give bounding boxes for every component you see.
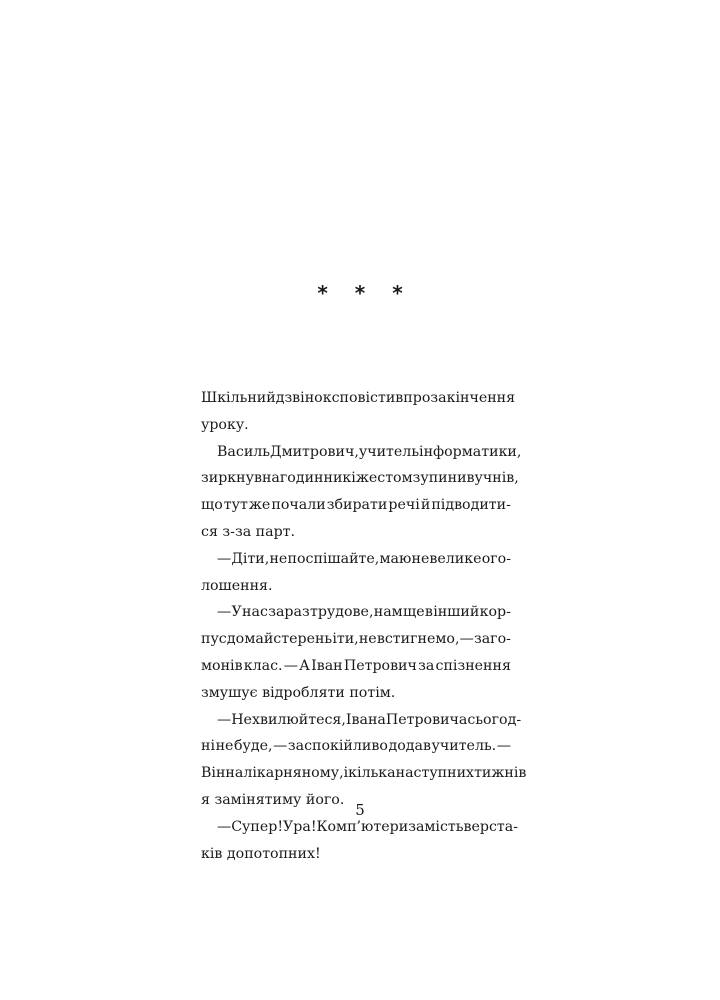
word: Василь bbox=[217, 443, 271, 460]
word: тут bbox=[223, 497, 248, 514]
word: дзвінок bbox=[275, 390, 332, 406]
text-line bbox=[201, 653, 511, 680]
word: Комп’ютери bbox=[316, 818, 409, 835]
word: на bbox=[261, 470, 280, 487]
text-line bbox=[201, 573, 511, 600]
word: Не bbox=[231, 711, 252, 728]
word: потім. bbox=[349, 684, 396, 701]
word: встигнемо, bbox=[376, 631, 460, 648]
word: кор- bbox=[479, 604, 511, 621]
word: ого- bbox=[481, 550, 511, 567]
page-number: 5 bbox=[355, 801, 365, 819]
word: спізнення bbox=[435, 657, 511, 674]
word: заспокійливо bbox=[287, 738, 388, 755]
word: змушує bbox=[201, 684, 258, 701]
word: пус bbox=[201, 631, 227, 648]
word: — bbox=[217, 550, 232, 567]
word: зараз bbox=[268, 604, 310, 621]
word: Дмитрович, bbox=[270, 443, 359, 460]
word: клас. bbox=[243, 657, 283, 674]
word: і bbox=[343, 765, 349, 782]
word: інформатики, bbox=[419, 443, 522, 460]
word: і bbox=[351, 470, 356, 487]
word: — bbox=[496, 738, 511, 755]
word: закінчення bbox=[430, 390, 516, 406]
word: до bbox=[226, 631, 245, 648]
word: же bbox=[248, 497, 271, 514]
word: в bbox=[424, 604, 433, 621]
word: з-за bbox=[222, 523, 252, 540]
text-line bbox=[201, 439, 522, 466]
word: Івана bbox=[345, 711, 386, 728]
word: учнів, bbox=[474, 470, 519, 487]
word: верста- bbox=[463, 818, 519, 835]
word: ні bbox=[201, 738, 215, 755]
word: додав bbox=[388, 738, 431, 755]
text-line bbox=[201, 519, 511, 546]
word: лошення. bbox=[201, 577, 273, 594]
word: відробляти bbox=[262, 684, 345, 701]
word: Петровича bbox=[385, 711, 468, 728]
word: сьогод- bbox=[467, 711, 522, 728]
word: ще bbox=[403, 604, 425, 621]
word: за bbox=[418, 657, 435, 674]
word: поспішайте, bbox=[287, 550, 380, 567]
text-line bbox=[201, 707, 522, 734]
word: підводити- bbox=[431, 497, 511, 514]
text-line bbox=[201, 385, 516, 412]
word: кілька bbox=[348, 765, 396, 782]
word: ків bbox=[201, 845, 223, 862]
word: наступних bbox=[395, 765, 475, 782]
word: Він bbox=[201, 765, 226, 782]
word: зупинив bbox=[412, 470, 475, 487]
text-line bbox=[201, 412, 511, 439]
word: учитель bbox=[358, 443, 420, 460]
text-line bbox=[201, 546, 511, 573]
word: іти, bbox=[332, 631, 359, 648]
text-line bbox=[201, 680, 511, 707]
word: Іван bbox=[311, 657, 343, 674]
word: ся bbox=[201, 523, 218, 540]
text-line bbox=[201, 733, 511, 760]
word: зиркнув bbox=[201, 470, 262, 487]
word: замінятиму bbox=[214, 791, 302, 808]
word: трудове, bbox=[310, 604, 374, 621]
word: не bbox=[269, 550, 288, 567]
word: заго- bbox=[473, 631, 511, 648]
word: — bbox=[217, 711, 232, 728]
word: хвилюйтеся, bbox=[251, 711, 346, 728]
word: я bbox=[201, 791, 210, 808]
word: замість bbox=[408, 818, 464, 835]
text-line bbox=[201, 760, 527, 787]
word: на bbox=[225, 765, 244, 782]
text-line bbox=[201, 492, 511, 519]
word: А bbox=[299, 657, 310, 674]
word: — bbox=[273, 738, 288, 755]
word: тижнів bbox=[474, 765, 527, 782]
word: речі bbox=[388, 497, 420, 514]
word: нас bbox=[242, 604, 268, 621]
word: сповістив bbox=[331, 390, 404, 406]
word: — bbox=[217, 818, 232, 835]
word: жестом bbox=[355, 470, 413, 487]
word: про bbox=[403, 390, 431, 406]
word: що bbox=[201, 497, 223, 514]
word: — bbox=[283, 657, 298, 674]
word: монів bbox=[201, 657, 243, 674]
text-line bbox=[201, 841, 511, 868]
word: інший bbox=[433, 604, 480, 621]
word: учитель. bbox=[431, 738, 497, 755]
word: маю bbox=[379, 550, 412, 567]
word: — bbox=[459, 631, 474, 648]
text-line bbox=[201, 599, 511, 626]
word: майстерень bbox=[244, 631, 333, 648]
word: Діти, bbox=[231, 550, 270, 567]
word: невелике bbox=[411, 550, 482, 567]
word: збирати bbox=[326, 497, 388, 514]
word: й bbox=[420, 497, 431, 514]
word: Ура! bbox=[283, 818, 317, 835]
word: годинник bbox=[279, 470, 352, 487]
word: лікарняному, bbox=[243, 765, 344, 782]
text-line bbox=[201, 626, 511, 653]
text-line bbox=[201, 465, 519, 492]
word: допотопних! bbox=[226, 845, 321, 862]
word: Петрович bbox=[343, 657, 417, 674]
word: не bbox=[215, 738, 234, 755]
word: У bbox=[231, 604, 242, 621]
word: почали bbox=[271, 497, 326, 514]
word: не bbox=[358, 631, 377, 648]
word: уроку. bbox=[201, 416, 249, 433]
word: нам bbox=[373, 604, 403, 621]
word: Супер! bbox=[231, 818, 284, 835]
body-text bbox=[201, 385, 527, 867]
word: Шкільний bbox=[201, 390, 276, 406]
word: його. bbox=[305, 791, 345, 808]
word: буде, bbox=[234, 738, 273, 755]
word: парт. bbox=[255, 523, 296, 540]
section-separator: * * * bbox=[317, 281, 413, 305]
word: — bbox=[217, 604, 232, 621]
